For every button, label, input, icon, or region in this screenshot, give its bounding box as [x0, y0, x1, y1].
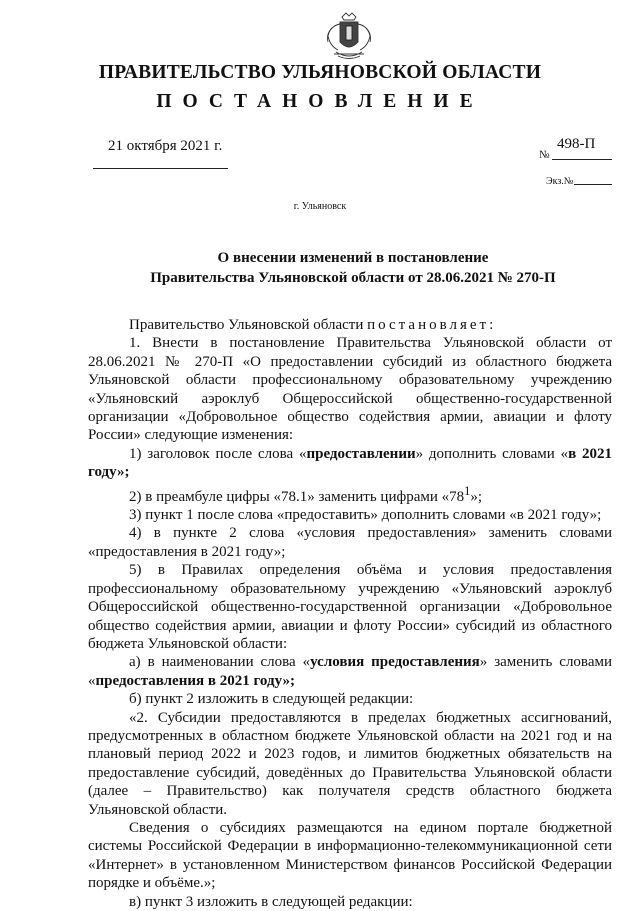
text-run: »; [470, 488, 483, 505]
heading-line-2: Правительства Ульяновской области от 28.06.2021 № 270-П [150, 270, 556, 286]
intro-resolves: постановляет: [367, 317, 497, 333]
number-underline [552, 159, 612, 160]
paragraph-7 [88, 653, 612, 690]
paragraph-11: в) пункт 3 изложить в следующей редакции: [129, 893, 413, 910]
bold-run: условия предоставления [310, 654, 480, 671]
text-run: а) в наименовании слова « [129, 654, 311, 671]
bold-run: предоставлении [306, 445, 416, 462]
copy-number-underline [574, 184, 612, 185]
document-heading [0, 248, 640, 288]
date-underline [93, 168, 228, 169]
text-run: 2) в преамбуле цифры «78.1» заменить цифрами «78 [129, 488, 465, 505]
city-label: г. Ульяновск [293, 201, 347, 212]
coat-of-arms-emblem [322, 12, 376, 62]
paragraph-6: 5) в Правилах определения объёма и условия предоставления профессиональному образовательному учреждению «Ульяновский аэроклуб Общероссийской общественно-государственной организации «Добровольное общество содействия армии, авиации и флоту России» субсидий из областного бюджета Ульяновской области: [88, 562, 612, 652]
bold-run: »; [282, 672, 295, 689]
copy-number-label: Экз.№ [546, 176, 574, 187]
paragraph-1: 1. Внести в постановление Правительства Ульяновской области от 28.06.2021 № 270-П «О предоставлении субсидий из областного бюджета Ульяновской области профессиональному образовательному учреждению «Ульяновский аэроклуб Общероссийской общественно-государственной организации «Добровольное общество содействия армии, авиации и флоту России» следующие изменения: [88, 335, 612, 444]
intro-paragraph [88, 316, 612, 334]
document-number: 498-П [557, 136, 596, 152]
paragraph-2 [88, 445, 612, 482]
document-body [88, 316, 612, 911]
paragraph-5: 4) в пункте 2 слова «условия предоставления» заменить словами «предоставления в 2021 году»; [88, 525, 612, 560]
intro-text: Правительство Ульяновской области [129, 317, 368, 333]
text-run: » дополнить словами « [415, 445, 569, 462]
text-run: » заменить словами « [88, 654, 612, 689]
superscript: 1 [464, 483, 471, 498]
bold-run: »; [116, 464, 130, 481]
bold-run: в 2021 году [88, 445, 612, 481]
organization-title: ПРАВИТЕЛЬСТВО УЛЬЯНОВСКОЙ ОБЛАСТИ [98, 62, 542, 83]
paragraph-9: «2. Субсидии предоставляются в пределах бюджетных ассигнований, предусмотренных в областном бюджете Ульяновской области на 2021 год и на плановый период 2022 и 2023 годов, и лимитов бюджетных обязательств на предоставление субсидий, доведённых до Правительства Ульяновской области (далее – Правительство) как получателя средств областного бюджета Ульяновской области. [88, 709, 612, 818]
paragraph-10: Сведения о субсидиях размещаются на едином портале бюджетной системы Российской Федерации в информационно-телекоммуникационной сети «Интернет» в установленном Министерством финансов Российской Федерации порядке и объёме.»; [88, 819, 612, 892]
paragraph-4: 3) пункт 1 после слова «предоставить» дополнить словами «в 2021 году»; [129, 507, 602, 524]
document-date: 21 октября 2021 г. [108, 138, 223, 154]
paragraph-8: б) пункт 2 изложить в следующей редакции: [129, 691, 414, 708]
heading-line-1: О внесении изменений в постановление [217, 250, 489, 266]
number-sign: № [539, 149, 550, 161]
text-run: 1) заголовок после слова « [129, 445, 307, 462]
bold-run: предоставления в 2021 году [95, 672, 283, 689]
paragraph-3 [88, 482, 612, 506]
document-type-title: ПОСТАНОВЛЕНИЕ [156, 91, 484, 112]
